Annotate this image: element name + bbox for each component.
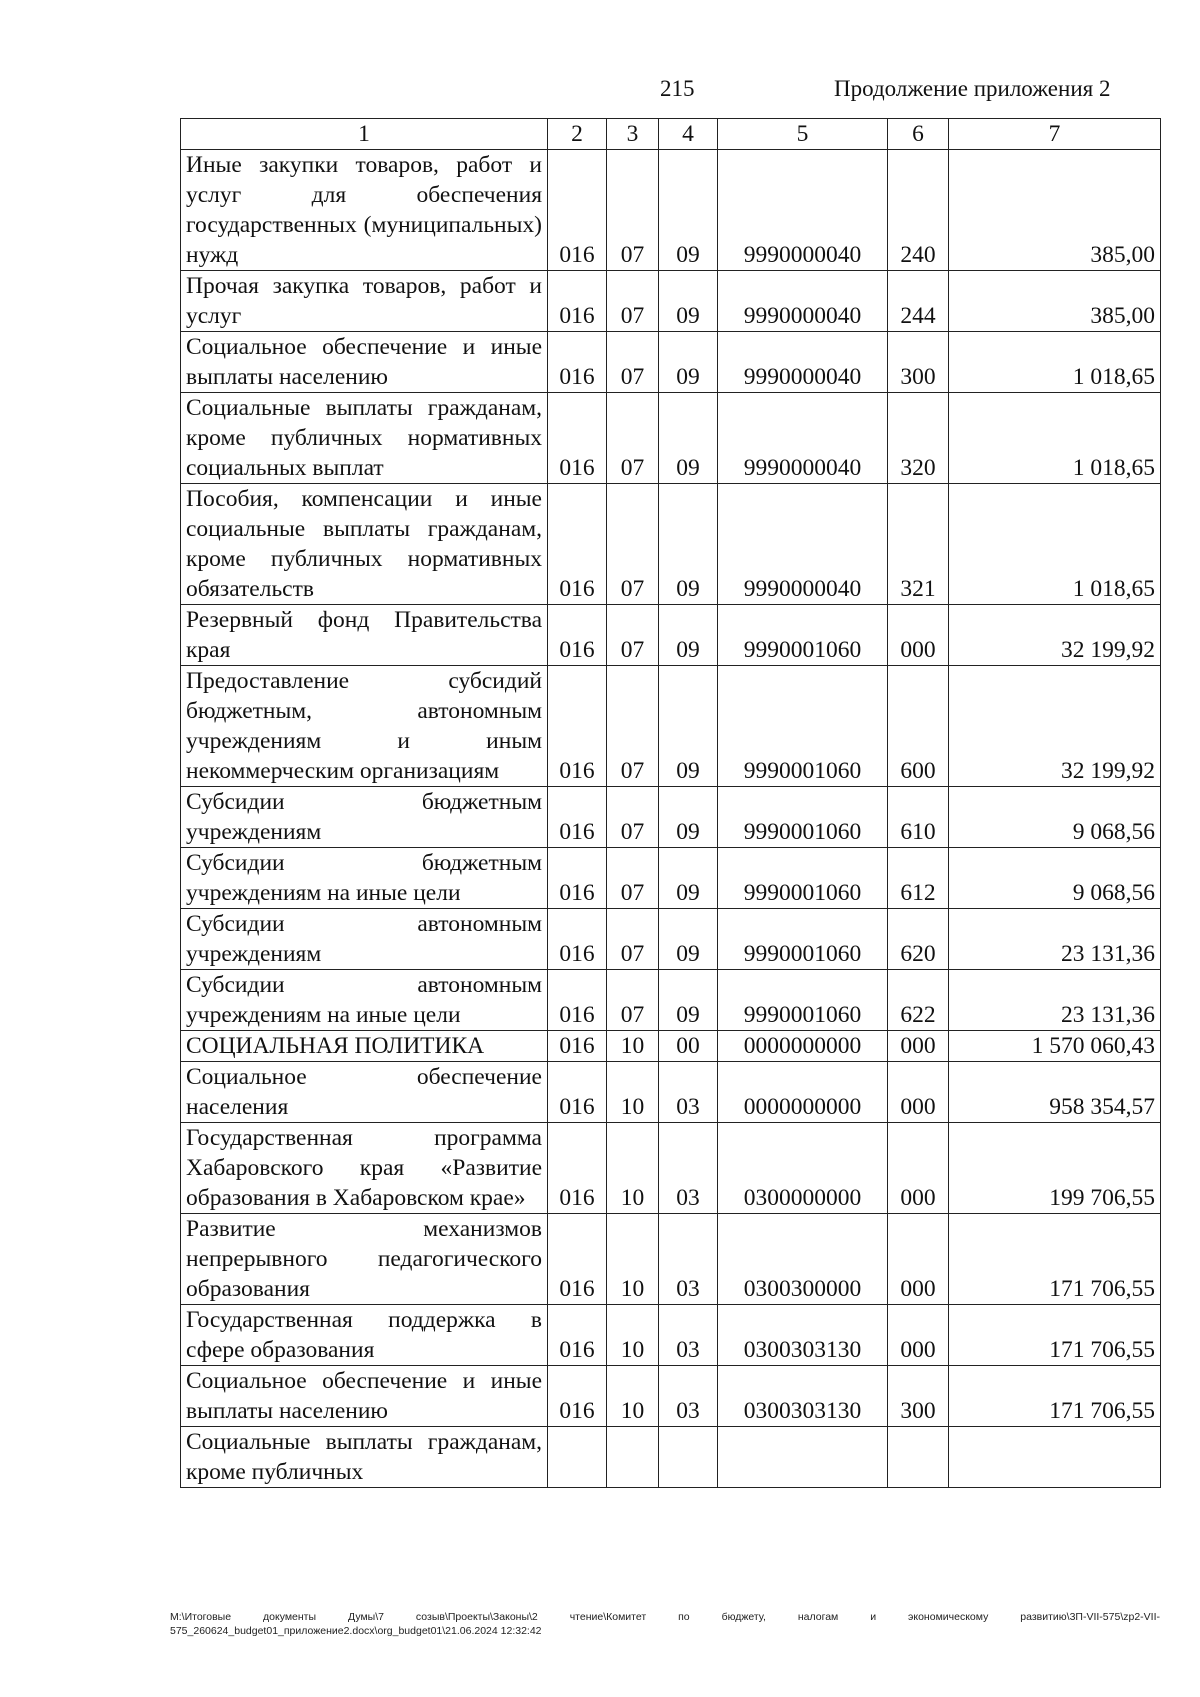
code-cell: 016 bbox=[548, 605, 607, 666]
expense-type-cell bbox=[888, 1427, 949, 1488]
target-article-cell: 9990000040 bbox=[718, 150, 888, 271]
expense-type-cell: 000 bbox=[888, 1031, 949, 1062]
table-row bbox=[181, 848, 1161, 909]
target-article-cell: 0000000000 bbox=[718, 1031, 888, 1062]
amount-cell: 23 131,36 bbox=[949, 970, 1161, 1031]
section-cell: 10 bbox=[607, 1366, 659, 1427]
amount-cell: 1 018,65 bbox=[949, 484, 1161, 605]
subsection-cell: 09 bbox=[659, 393, 718, 484]
code-cell: 016 bbox=[548, 484, 607, 605]
amount-cell bbox=[949, 1427, 1161, 1488]
code-cell bbox=[548, 1427, 607, 1488]
code-cell: 016 bbox=[548, 1305, 607, 1366]
subsection-cell bbox=[659, 1427, 718, 1488]
amount-cell: 32 199,92 bbox=[949, 666, 1161, 787]
table-body bbox=[181, 150, 1161, 1488]
expense-type-cell: 320 bbox=[888, 393, 949, 484]
target-article-cell: 0300300000 bbox=[718, 1214, 888, 1305]
target-article-cell: 9990000040 bbox=[718, 271, 888, 332]
expense-type-cell: 240 bbox=[888, 150, 949, 271]
section-cell: 07 bbox=[607, 666, 659, 787]
table-row bbox=[181, 150, 1161, 271]
subsection-cell: 09 bbox=[659, 970, 718, 1031]
column-header: 7 bbox=[949, 119, 1161, 150]
amount-cell: 1 018,65 bbox=[949, 393, 1161, 484]
column-header: 5 bbox=[718, 119, 888, 150]
section-cell: 07 bbox=[607, 909, 659, 970]
table-row bbox=[181, 909, 1161, 970]
code-cell: 016 bbox=[548, 271, 607, 332]
subsection-cell: 09 bbox=[659, 666, 718, 787]
code-cell: 016 bbox=[548, 393, 607, 484]
target-article-cell: 9990000040 bbox=[718, 332, 888, 393]
page-number: 215 bbox=[660, 76, 695, 101]
target-article-cell: 9990001060 bbox=[718, 787, 888, 848]
row-name-cell: Иные закупки товаров, работ и услуг для обеспечения государственных (муниципальных) нужд bbox=[181, 150, 548, 271]
column-header: 6 bbox=[888, 119, 949, 150]
column-header: 2 bbox=[548, 119, 607, 150]
amount-cell: 385,00 bbox=[949, 271, 1161, 332]
row-name-cell: Развитие механизмов непрерывного педагогического образования bbox=[181, 1214, 548, 1305]
target-article-cell: 0300303130 bbox=[718, 1305, 888, 1366]
subsection-cell: 09 bbox=[659, 150, 718, 271]
expense-type-cell: 600 bbox=[888, 666, 949, 787]
table-row bbox=[181, 1062, 1161, 1123]
target-article-cell: 0000000000 bbox=[718, 1062, 888, 1123]
code-cell: 016 bbox=[548, 1062, 607, 1123]
table-row bbox=[181, 787, 1161, 848]
row-name-cell: Социальное обеспечение и иные выплаты населению bbox=[181, 1366, 548, 1427]
amount-cell: 9 068,56 bbox=[949, 848, 1161, 909]
code-cell: 016 bbox=[548, 787, 607, 848]
target-article-cell: 9990001060 bbox=[718, 605, 888, 666]
table-row bbox=[181, 271, 1161, 332]
table-row bbox=[181, 1427, 1161, 1488]
expense-type-cell: 300 bbox=[888, 1366, 949, 1427]
subsection-cell: 09 bbox=[659, 605, 718, 666]
expense-type-cell: 000 bbox=[888, 1123, 949, 1214]
expense-type-cell: 610 bbox=[888, 787, 949, 848]
row-name-cell: Предоставление субсидий бюджетным, автономным учреждениям и иным некоммерческим организациям bbox=[181, 666, 548, 787]
subsection-cell: 09 bbox=[659, 787, 718, 848]
table-row bbox=[181, 666, 1161, 787]
row-name-cell: Субсидии бюджетным учреждениям bbox=[181, 787, 548, 848]
expense-type-cell: 622 bbox=[888, 970, 949, 1031]
row-name-cell: Социальное обеспечение населения bbox=[181, 1062, 548, 1123]
code-cell: 016 bbox=[548, 666, 607, 787]
continuation-label: Продолжение приложения 2 bbox=[834, 76, 1111, 101]
target-article-cell: 0300000000 bbox=[718, 1123, 888, 1214]
amount-cell: 385,00 bbox=[949, 150, 1161, 271]
subsection-cell: 03 bbox=[659, 1062, 718, 1123]
column-header: 4 bbox=[659, 119, 718, 150]
expense-type-cell: 000 bbox=[888, 605, 949, 666]
expense-type-cell: 000 bbox=[888, 1214, 949, 1305]
row-name-cell: Пособия, компенсации и иные социальные выплаты гражданам, кроме публичных нормативных обязательств bbox=[181, 484, 548, 605]
code-cell: 016 bbox=[548, 150, 607, 271]
table-row bbox=[181, 970, 1161, 1031]
row-name-cell: Субсидии автономным учреждениям bbox=[181, 909, 548, 970]
amount-cell: 958 354,57 bbox=[949, 1062, 1161, 1123]
amount-cell: 171 706,55 bbox=[949, 1305, 1161, 1366]
row-name-cell: Социальные выплаты гражданам, кроме публичных bbox=[181, 1427, 548, 1488]
row-name-cell: Государственная программа Хабаровского края «Развитие образования в Хабаровском крае» bbox=[181, 1123, 548, 1214]
section-cell: 07 bbox=[607, 332, 659, 393]
target-article-cell bbox=[718, 1427, 888, 1488]
section-cell: 10 bbox=[607, 1062, 659, 1123]
amount-cell: 171 706,55 bbox=[949, 1366, 1161, 1427]
section-cell: 07 bbox=[607, 848, 659, 909]
row-name-cell: Социальные выплаты гражданам, кроме публичных нормативных социальных выплат bbox=[181, 393, 548, 484]
subsection-cell: 09 bbox=[659, 848, 718, 909]
target-article-cell: 9990001060 bbox=[718, 666, 888, 787]
target-article-cell: 9990000040 bbox=[718, 393, 888, 484]
section-cell: 10 bbox=[607, 1123, 659, 1214]
table-row bbox=[181, 1214, 1161, 1305]
row-name-cell: Резервный фонд Правительства края bbox=[181, 605, 548, 666]
column-number-row bbox=[181, 119, 1161, 150]
subsection-cell: 03 bbox=[659, 1305, 718, 1366]
expense-type-cell: 300 bbox=[888, 332, 949, 393]
target-article-cell: 9990001060 bbox=[718, 909, 888, 970]
section-cell: 07 bbox=[607, 150, 659, 271]
section-cell: 07 bbox=[607, 970, 659, 1031]
expense-type-cell: 620 bbox=[888, 909, 949, 970]
expense-type-cell: 000 bbox=[888, 1305, 949, 1366]
section-cell: 07 bbox=[607, 484, 659, 605]
subsection-cell: 09 bbox=[659, 909, 718, 970]
code-cell: 016 bbox=[548, 1214, 607, 1305]
section-cell: 07 bbox=[607, 605, 659, 666]
table-row bbox=[181, 605, 1161, 666]
code-cell: 016 bbox=[548, 909, 607, 970]
amount-cell: 1 570 060,43 bbox=[949, 1031, 1161, 1062]
section-cell: 10 bbox=[607, 1305, 659, 1366]
subsection-cell: 03 bbox=[659, 1366, 718, 1427]
amount-cell: 32 199,92 bbox=[949, 605, 1161, 666]
subsection-cell: 09 bbox=[659, 484, 718, 605]
table-row bbox=[181, 1031, 1161, 1062]
subsection-cell: 03 bbox=[659, 1123, 718, 1214]
row-name-cell: Социальное обеспечение и иные выплаты населению bbox=[181, 332, 548, 393]
code-cell: 016 bbox=[548, 1031, 607, 1062]
amount-cell: 1 018,65 bbox=[949, 332, 1161, 393]
expense-type-cell: 612 bbox=[888, 848, 949, 909]
target-article-cell: 0300303130 bbox=[718, 1366, 888, 1427]
subsection-cell: 09 bbox=[659, 332, 718, 393]
code-cell: 016 bbox=[548, 970, 607, 1031]
subsection-cell: 00 bbox=[659, 1031, 718, 1062]
row-name-cell: Государственная поддержка в сфере образования bbox=[181, 1305, 548, 1366]
table-row bbox=[181, 1123, 1161, 1214]
code-cell: 016 bbox=[548, 1366, 607, 1427]
row-name-cell: СОЦИАЛЬНАЯ ПОЛИТИКА bbox=[181, 1031, 548, 1062]
row-name-cell: Прочая закупка товаров, работ и услуг bbox=[181, 271, 548, 332]
code-cell: 016 bbox=[548, 1123, 607, 1214]
section-cell: 10 bbox=[607, 1214, 659, 1305]
section-cell: 07 bbox=[607, 271, 659, 332]
code-cell: 016 bbox=[548, 848, 607, 909]
target-article-cell: 9990001060 bbox=[718, 970, 888, 1031]
amount-cell: 171 706,55 bbox=[949, 1214, 1161, 1305]
section-cell: 07 bbox=[607, 393, 659, 484]
target-article-cell: 9990001060 bbox=[718, 848, 888, 909]
section-cell bbox=[607, 1427, 659, 1488]
amount-cell: 23 131,36 bbox=[949, 909, 1161, 970]
column-header: 3 bbox=[607, 119, 659, 150]
table-row bbox=[181, 393, 1161, 484]
section-cell: 07 bbox=[607, 787, 659, 848]
subsection-cell: 03 bbox=[659, 1214, 718, 1305]
expense-type-cell: 321 bbox=[888, 484, 949, 605]
amount-cell: 9 068,56 bbox=[949, 787, 1161, 848]
table-row bbox=[181, 1305, 1161, 1366]
table-row bbox=[181, 484, 1161, 605]
expense-type-cell: 000 bbox=[888, 1062, 949, 1123]
target-article-cell: 9990000040 bbox=[718, 484, 888, 605]
file-path-footer: M:\Итоговые документы Думы\7 созыв\Проекты\Законы\2 чтение\Комитет по бюджету, налогам и экономическому развитию\3П-VII-575\zp2-VII-575_260624_budget01_приложение2.docx\org_budget01\21.06.2024 12:32:42 bbox=[170, 1611, 1160, 1637]
budget-table bbox=[180, 118, 1161, 1488]
expense-type-cell: 244 bbox=[888, 271, 949, 332]
code-cell: 016 bbox=[548, 332, 607, 393]
section-cell: 10 bbox=[607, 1031, 659, 1062]
row-name-cell: Субсидии бюджетным учреждениям на иные цели bbox=[181, 848, 548, 909]
subsection-cell: 09 bbox=[659, 271, 718, 332]
table-row bbox=[181, 332, 1161, 393]
amount-cell: 199 706,55 bbox=[949, 1123, 1161, 1214]
column-header: 1 bbox=[181, 119, 548, 150]
row-name-cell: Субсидии автономным учреждениям на иные цели bbox=[181, 970, 548, 1031]
table-row bbox=[181, 1366, 1161, 1427]
